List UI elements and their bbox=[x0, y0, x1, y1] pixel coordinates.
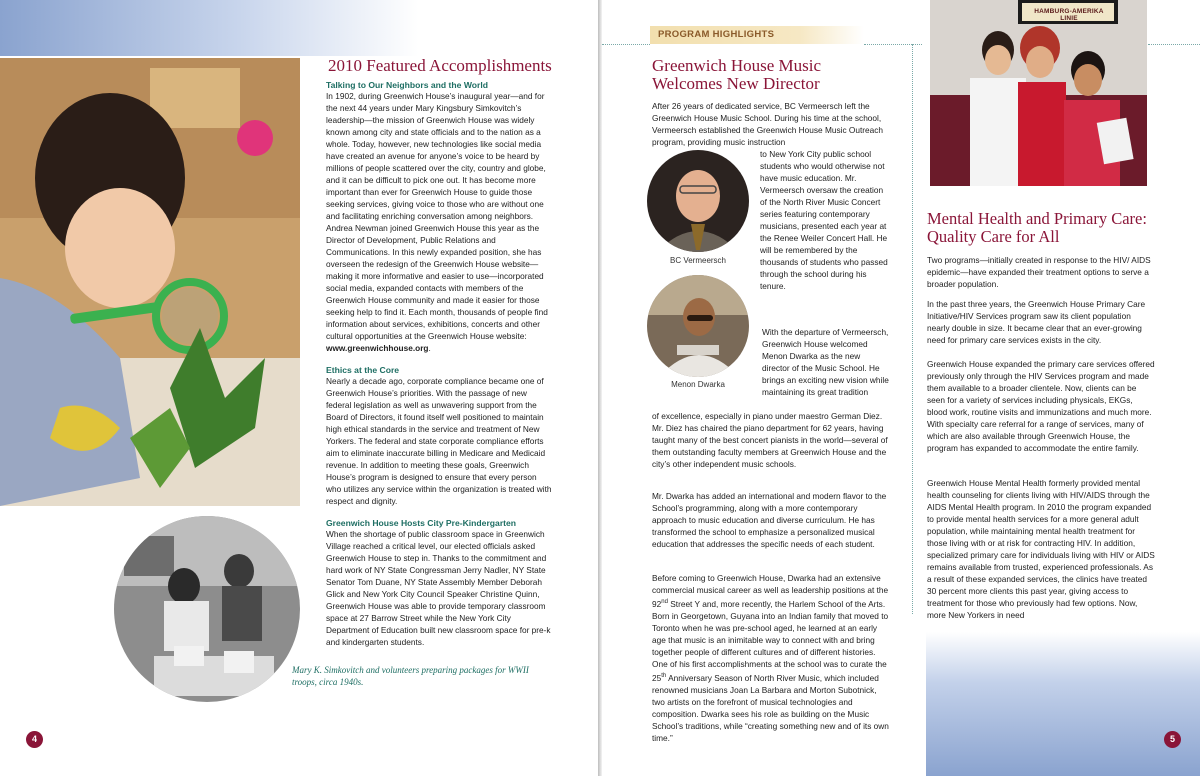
ordinal-suffix: nd bbox=[661, 599, 668, 605]
health-title-line1: Mental Health and Primary Care: bbox=[927, 209, 1147, 228]
vermeersch-portrait bbox=[647, 150, 749, 252]
health-title bbox=[927, 210, 1187, 246]
health-paragraph: Greenwich House expanded the primary care services offered previously only through the HIV Services program and made them available to a broader clientele. Now, clients can be seen for a variety of services including physicals, EKGs, blood work, routine visits and immunizations and much more. With specialty care referral for a range of services, many of which are also available through Greenwich House, the program has expanded to accommodate the entire family. bbox=[927, 359, 1155, 453]
right-page bbox=[602, 0, 1200, 776]
music-paragraph: Mr. Dwarka has added an international and modern flavor to the School’s programming, along with a more contemporary approach to music education and diverse curriculum. He has transformed the school to emphasize a personalized musical education that addresses the specific needs of each student. bbox=[652, 491, 887, 549]
music-text: Anniversary Season of North River Music, which included renowned musicians Joan La Barbara and Morton Subotnick, two artists on the forefront of musical technologies and composition. Dwarka sees his role as building on the Music School’s traditions, while “creating something new and of its own time.” bbox=[652, 672, 889, 743]
music-title-line1: Greenwich House Music bbox=[652, 56, 822, 75]
left-page bbox=[0, 0, 598, 776]
dotted-rule bbox=[912, 44, 913, 614]
health-paragraph: Greenwich House Mental Health formerly provided mental health counseling for clients living with HIV/AIDS through the AIDS Mental Health program. In 2010 the program expanded to provide mental health services for a more general adult population, while maintaining mental health treatment for those living with or at risk for contracting HIV. In addition, specialized primary care for individuals living with HIV or AIDS remains available from trusted, experienced professionals. As a result of these expanded services, the clinics have treated 30 percent more clients this past year, giving access to treatment for those who previously had few options. Now, more New Yorkers in need bbox=[927, 478, 1155, 620]
music-text: Street Y and, more recently, the Harlem School of the Arts. Born in Georgetown, Guyana into an Indian family that moved to Toronto when he was pre-school aged, he learned at an early age that music is an inimitable way to connect with and bring together people of different cultures and of different histories. One of his first accomplishments at the school was to curate the 25 bbox=[652, 598, 889, 683]
music-title-line2: Welcomes New Director bbox=[652, 74, 820, 93]
dotted-rule bbox=[864, 44, 922, 45]
program-highlights-banner bbox=[650, 26, 864, 44]
music-title bbox=[652, 57, 892, 93]
left-column bbox=[326, 80, 552, 648]
vermeersch-caption: BC Vermeersch bbox=[669, 256, 727, 265]
website-link[interactable]: www.greenwichhouse.org bbox=[326, 343, 429, 353]
clinic-staff-photo bbox=[930, 0, 1147, 186]
left-title bbox=[328, 56, 588, 76]
music-paragraph: of excellence, especially in piano under maestro German Diez. Mr. Diez has chaired the piano department for 62 years, having taught many of the best concert pianists in the world—several of them outstanding faculty members at Greenwich House and the city’s other independent music schools. bbox=[652, 411, 888, 469]
section-body: Nearly a decade ago, corporate compliance became one of Greenwich House’s priorities. With the passage of new federal legislation as well as unwavering support from the Board of Directors, it found itself well positioned to maintain high ethical standards in the service and treatment of New Yorkers. The federal and state corporate compliance efforts aim to eliminate inaccurate billing in Medicare and Medicaid revenue. In addition to meeting these goals, Greenwich House’s program is designed to ensure that every person who utilizes any service within the organization is treated with respect and dignity. bbox=[326, 376, 552, 506]
page-number-right: 5 bbox=[1164, 731, 1181, 748]
music-paragraph: After 26 years of dedicated service, BC Vermeersch left the Greenwich House Music School. During his time at the school, Vermeersch established the Greenwich House Music Outreach program, providing music instruction bbox=[652, 101, 884, 147]
dwarka-portrait bbox=[647, 275, 749, 377]
section-text: In 1902, during Greenwich House’s inaugural year—and for the next 44 years under Mary Kingsbury Simkovitch’s leadership—the mission of Greenwich House was widely known among city and state officials and to the nation as a whole. Today, however, new technologies like social media have created an avenue for anyone’s voice to be heard by millions of people scattered over the city, country and globe, and it can be difficult to pick one out. It has become more important than ever for Greenwich House to guide those seeking services, giving voice to those who are without one and facilitating enriching conversation among neighbors. Andrea Newman joined Greenwich House this year as the Director of Development, Public Relations and Communications. In this newly expanded position, she has overseen the redesign of the Greenwich House website—making it more informative and easier to use—incorporated social media, expanded contacts with members of the Greenwich House community and made it easier for those seeking help to find it. Each month, thousands of people find information about services, exhibitions, concerts and other cultural opportunities at the Greenwich House website: bbox=[326, 91, 548, 341]
page-number-left: 4 bbox=[26, 731, 43, 748]
dotted-rule bbox=[602, 44, 650, 45]
section-heading: Greenwich House Hosts City Pre-Kindergarten bbox=[326, 518, 517, 528]
section-heading: Ethics at the Core bbox=[326, 365, 400, 375]
ordinal-suffix: th bbox=[661, 672, 667, 679]
volunteers-vintage-photo bbox=[114, 516, 300, 702]
hamburg-sign-text: HAMBURG-AMERIKA LINIE bbox=[1034, 8, 1104, 22]
health-title-line2: Quality Care for All bbox=[927, 227, 1060, 246]
health-paragraph: Two programs—initially created in response to the HIV/ AIDS epidemic—have expanded their treatment options to serve a broader population. bbox=[927, 255, 1151, 289]
link-suffix: . bbox=[428, 343, 431, 353]
section-heading: Talking to Our Neighbors and the World bbox=[326, 80, 489, 90]
dotted-rule bbox=[1148, 44, 1200, 45]
music-paragraph: With the departure of Vermeersch, Greenwich House welcomed Menon Dwarka as the new director of the Music School. He brings an exciting new vision while maintaining its great tradition bbox=[762, 327, 889, 397]
music-text: Before coming to Greenwich House, Dwarka had an extensive commercial musical career as well as leadership positions at the 92 bbox=[652, 573, 889, 609]
page-title: 2010 Featured Accomplishments bbox=[328, 56, 552, 75]
section-body: When the shortage of public classroom space in Greenwich Village reached a critical level, our elected officials asked Greenwich House to step in. Thanks to the commitment and hard work of NY State Congressman Jerry Nadler, NY State Senator Tom Duane, NY State Assembly Member Deborah Glick and New York City Council Speaker Christine Quinn, Greenwich House was able to provide temporary classroom space at 27 Barrow Street while the New York City Department of Education built new classroom space for pre-k and kindergarten students. bbox=[326, 529, 551, 647]
section-body bbox=[326, 90, 552, 354]
right-bottom-band bbox=[926, 632, 1200, 776]
dwarka-caption: Menon Dwarka bbox=[671, 380, 725, 389]
music-paragraph bbox=[652, 572, 890, 744]
child-magnifier-photo bbox=[0, 58, 300, 506]
left-top-band bbox=[0, 0, 598, 56]
vintage-photo-caption: Mary K. Simkovitch and volunteers preparing packages for WWII troops, circa 1940s. bbox=[292, 665, 529, 687]
banner-label: PROGRAM HIGHLIGHTS bbox=[658, 29, 775, 40]
music-paragraph: to New York City public school students who would otherwise not have music education. Mr. Vermeersch oversaw the creation of the North River Music Concert series featuring contemporary musicians, presented each year at the Renee Weiler Concert Hall. He will be remembered by the thousands of students who passed through the school during his tenure. bbox=[760, 149, 888, 291]
health-paragraph: In the past three years, the Greenwich House Primary Care Initiative/HIV Services program saw its client population nearly double in size. It became clear that an ever-growing need for primary care services exists in the city. bbox=[927, 299, 1146, 345]
